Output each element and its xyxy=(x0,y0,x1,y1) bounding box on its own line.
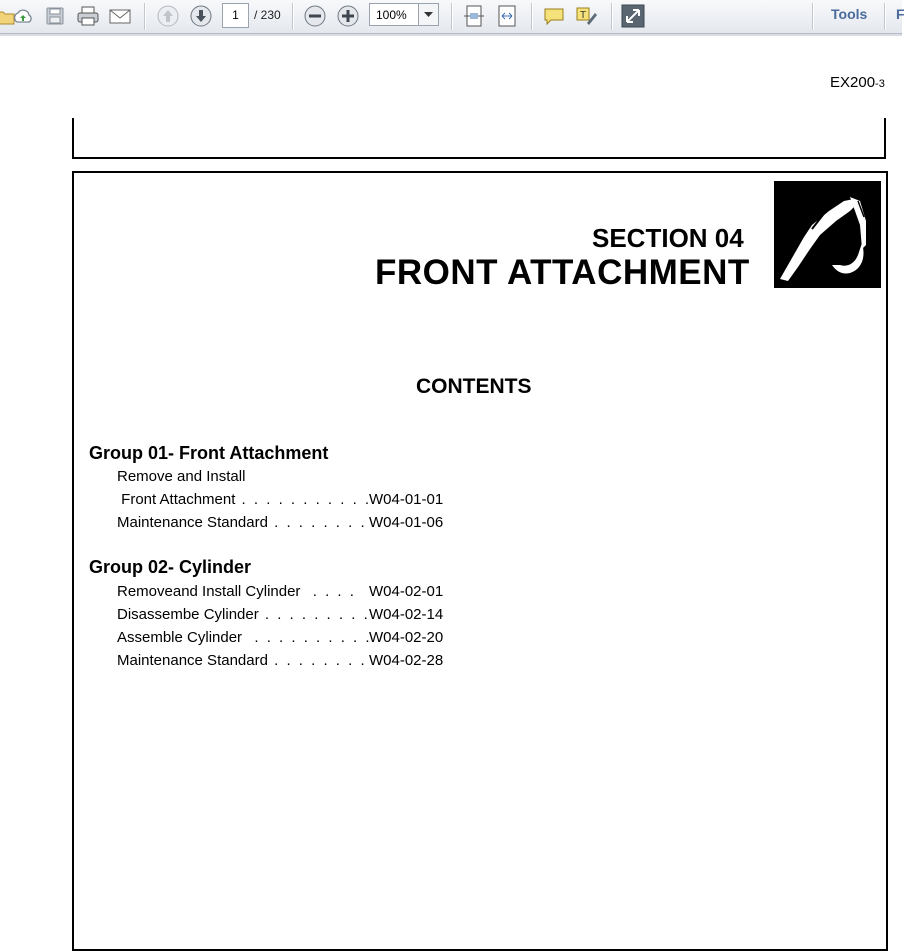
group-heading: Group 01- Front Attachment xyxy=(89,443,329,463)
toc-leader-dots: . . . . . . . . xyxy=(267,514,367,531)
email-icon[interactable] xyxy=(107,3,133,29)
excavator-arm-icon xyxy=(774,181,881,288)
svg-text:T: T xyxy=(580,10,587,21)
contents-heading: CONTENTS xyxy=(416,375,532,398)
section-number: SECTION 04 xyxy=(592,223,744,253)
toc-page-code[interactable]: W04-02-01 xyxy=(369,583,444,600)
pdf-toolbar xyxy=(0,0,905,34)
toc-leader-dots: . . . . . . . . . . . xyxy=(235,491,372,508)
toolbar-shadow xyxy=(0,34,902,36)
toc-leader-dots: . . . . . . . . . xyxy=(258,606,370,623)
toc-item[interactable]: Assemble Cylinder . . . . . . . . . . xyxy=(117,629,372,646)
highlight-text-icon[interactable] xyxy=(574,3,600,29)
toolbar-separator xyxy=(144,3,146,30)
toc-page-code[interactable]: W04-01-01 xyxy=(369,491,444,508)
toc-item[interactable]: Disassembe Cylinder . . . . . . . . . xyxy=(117,606,370,623)
toc-page-code[interactable]: W04-02-14 xyxy=(369,606,444,623)
save-icon[interactable] xyxy=(42,3,68,29)
upload-cloud-icon[interactable] xyxy=(10,3,36,29)
toc-page-code[interactable]: W04-02-28 xyxy=(369,652,444,669)
toolbar-separator xyxy=(451,3,453,30)
toc-item[interactable]: Removeand Install Cylinder . . . . xyxy=(117,583,356,600)
truncated-menu-link[interactable]: F xyxy=(896,6,905,22)
toc-item[interactable]: Maintenance Standard . . . . . . . . xyxy=(117,652,367,669)
group-heading: Group 02- Cylinder xyxy=(89,557,252,577)
toolbar-separator xyxy=(884,3,886,30)
comment-icon[interactable] xyxy=(541,3,567,29)
previous-page-icon[interactable] xyxy=(155,3,181,29)
next-page-icon[interactable] xyxy=(188,3,214,29)
zoom-level-input[interactable]: 100% xyxy=(369,3,418,26)
fit-page-icon[interactable] xyxy=(461,3,487,29)
toc-leader-dots: . . . . . . . . . . xyxy=(242,629,372,646)
toc-item[interactable]: Remove and Install xyxy=(117,468,246,485)
print-icon[interactable] xyxy=(75,3,101,29)
previous-frame-box xyxy=(72,118,886,159)
section-title: FRONT ATTACHMENT xyxy=(375,253,750,292)
page-count: / 230 xyxy=(254,8,281,22)
fit-width-icon[interactable] xyxy=(494,3,520,29)
expand-icon[interactable] xyxy=(620,3,646,29)
model-tag: EX200-3 xyxy=(830,74,885,91)
chevron-down-icon xyxy=(424,12,433,18)
toc-page-code[interactable]: W04-01-06 xyxy=(369,514,444,531)
zoom-out-icon[interactable] xyxy=(302,3,328,29)
zoom-in-icon[interactable] xyxy=(335,3,361,29)
toc-leader-dots: . . . . . . . . xyxy=(267,652,367,669)
toc-page-code[interactable]: W04-02-20 xyxy=(369,629,444,646)
toc-item[interactable]: Maintenance Standard . . . . . . . . xyxy=(117,514,367,531)
toolbar-separator xyxy=(611,3,613,30)
page-number-input[interactable]: 1 xyxy=(222,3,249,28)
tools-menu-link[interactable]: Tools xyxy=(831,6,868,22)
zoom-dropdown-button[interactable] xyxy=(418,3,439,26)
toolbar-separator xyxy=(812,3,814,30)
toolbar-separator xyxy=(292,3,294,30)
toc-item[interactable]: Front Attachment . . . . . . . . . . . xyxy=(117,491,372,508)
toolbar-separator xyxy=(531,3,533,30)
model-suffix: -3 xyxy=(875,78,885,90)
toc-leader-dots: . . . . xyxy=(300,583,356,600)
